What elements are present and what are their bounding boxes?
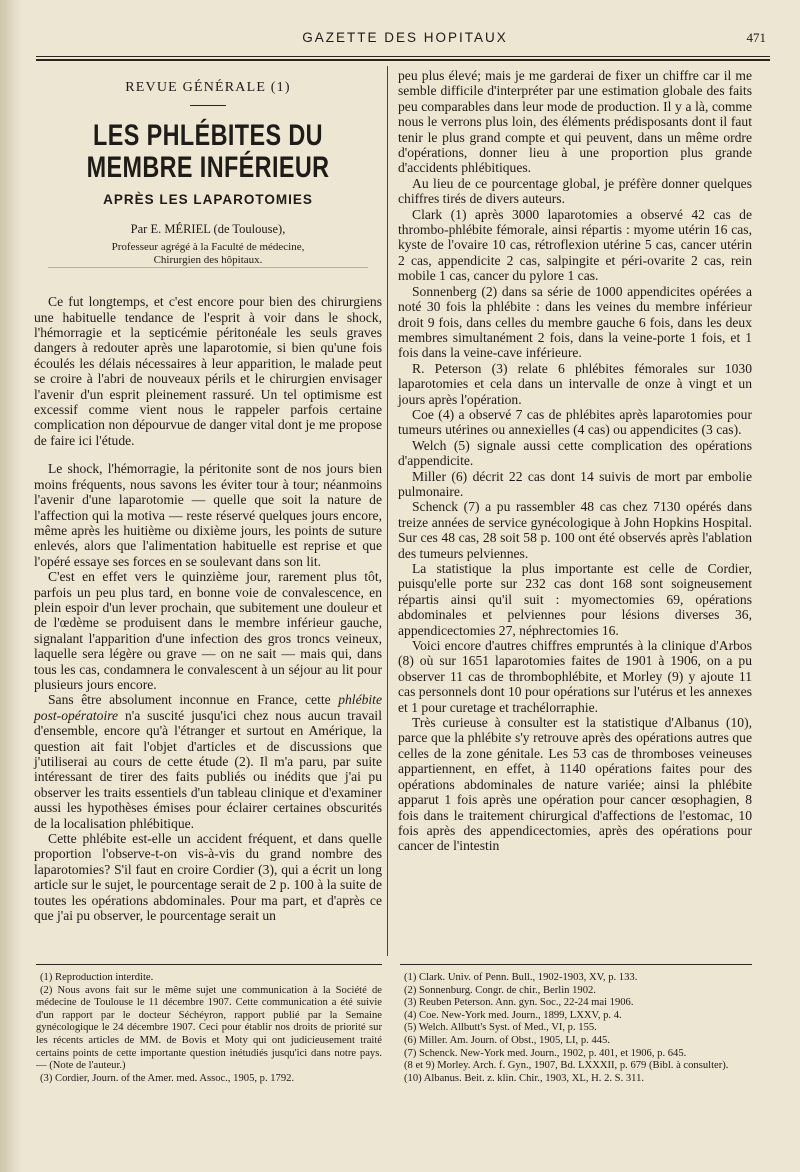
reference: (3) Reuben Peterson. Ann. gyn. Soc., 22-24 mai 1906.: [404, 997, 634, 1009]
text-run: n'a suscité jusqu'ici chez nous aucun travail d'ensemble, encore qu'à l'étranger et surtout en Amérique, la question ait fait l'objet d'articles et de discussions que j'utiliserai au cours de cette étude (2). Il m'a paru, par suite intéressant de tirer des faits publiés ou inédits que j'ai pu observer les traits essentiels d'un tableau clinique et d'examiner aussi les hypothèses émises pour éclairer certaines obscurités de la localisation phlébitique.: [34, 707, 382, 831]
paragraph: Miller (6) décrit 22 cas dont 14 suivis de mort par embolie pulmonaire.: [398, 468, 752, 499]
paragraph: Très curieuse à consulter est la statistique d'Albanus (10), parce que la phlébite s'y retrouve après des opérations autres que celles de la zone génitale. Les 53 cas de thromboses veineuses appartiennent, en effet, à 1140 opérations faites pour des opérations abdominales de nature variée; ainsi la phlébite apparut 1 fois après une opération pour cancer œsophagien, 8 fois dans le traitement chirurgical d'affections de l'estomac, 10 fois après des appendicectomies, après des opérations pour cancer de l'intestin: [398, 715, 752, 854]
author-affiliation: [34, 241, 382, 267]
reference: (1) Clark. Univ. of Penn. Bull., 1902-1903, XV, p. 133.: [404, 972, 638, 983]
affiliation-line-2: Chirurgien des hôpitaux.: [153, 254, 263, 267]
column-divider: [387, 66, 388, 956]
affiliation-line-1: Professeur agrégé à la Faculté de médecine,: [111, 241, 305, 254]
reference: (6) Miller. Am. Journ. of Obst., 1905, LI, p. 445.: [404, 1034, 610, 1046]
footnote: (1) Reproduction interdite.: [40, 972, 154, 983]
footnotes-right: [400, 972, 752, 1085]
reference: (2) Sonnenburg. Congr. de chir., Berlin 1902.: [404, 984, 596, 996]
running-title: GAZETTE DES HOPITAUX: [302, 30, 508, 45]
article-subtitle: APRÈS LES LAPAROTOMIES: [103, 192, 313, 208]
page-header: [40, 26, 770, 52]
paragraph: Coe (4) a observé 7 cas de phlébites après laparotomies pour tumeurs utérines ou annexielles (4 cas) ou appendicites (3 cas).: [398, 406, 752, 438]
italic-term: phlébite post-opératoire: [34, 692, 382, 723]
binding-shadow: [0, 0, 22, 1172]
reference: (8 et 9) Morley. Arch. f. Gyn., 1907, Bd. LXXXII, p. 679 (Bibl. à consulter).: [404, 1060, 729, 1072]
paragraph: Sonnenberg (2) dans sa série de 1000 appendicites opérées a noté 30 fois la phlébite : dans les veines du membre inférieur droit 9 fois, dans celles du membre gauche 6 fois, dans les deux membres simultanément 2 fois, dans la veine-porte 1 fois, et 1 fois dans la veine-cave inférieure.: [398, 283, 752, 361]
text-run: Sans être absolument inconnue en France, cette: [48, 692, 339, 708]
article-title: LES PHLÉBITES DU MEMBRE INFÉRIEUR: [86, 119, 330, 185]
header-rule: [36, 56, 770, 61]
footnote-rule: [36, 964, 382, 965]
reference: (7) Schenck. New-York med. Journ., 1902, p. 401, et 1906, p. 645.: [404, 1047, 687, 1059]
paragraph: Voici encore d'autres chiffres empruntés à la clinique d'Arbos (8) où sur 1651 laparotomies faites de 1901 à 1906, on a pu observer 11 cas de thrombophlébite, et Morley (9) y ajoute 11 cas personnels dont 10 pour opérations sur l'utérus et les annexes et 1 pour curetage et trachélorraphie.: [398, 638, 752, 715]
paragraph: R. Peterson (3) relate 6 phlébites fémorales sur 1030 laparotomies et cela dans un intervalle de onze à vingt et un jours après l'opération.: [398, 360, 752, 407]
page-number: 471: [746, 30, 766, 45]
paragraph: peu plus élevé; mais je me garderai de fixer un chiffre car il me semble difficile d'interpréter par une estimation globale des faits peu comparables dans leur mode de production. Il y a là, comme nous le verrons plus loin, des éléments prédisposants dont il faut tenir le plus grand compte et qui peuvent, dans un même ordre d'opérations, donner lieu à une proportion plus grande d'accidents phlébitiques.: [398, 68, 752, 176]
paragraph: Cette phlébite est-elle un accident fréquent, et dans quelle proportion l'observe-t-on vis-à-vis du grand nombre des laparotomies? S'il faut en croire Cordier (3), qui a écrit un long article sur le sujet, le pourcentage serait de 2 p. 100 à la suite de toutes les opérations abdominales. Pour ma part, et d'après ce que j'ai pu observer, le pourcentage serait un: [34, 831, 382, 924]
reference: (10) Albanus. Beit. z. klin. Chir., 1903, XL, H. 2. S. 311.: [404, 1072, 645, 1084]
paragraph: Le shock, l'hémorragie, la péritonite sont de nos jours bien moins fréquents, nous savons les éviter tour à tour; néanmoins l'avenir d'une laparotomie — quelle que soit la nature de l'affection qui la motiva — reste réservé quelques jours encore, même après les huitième ou dixième jours, les points de suture enlevés, alors que l'alimentation habituelle est reprise et que l'opéré essaye ses forces en se soulevant dans son lit.: [34, 461, 382, 569]
left-column: [34, 68, 382, 923]
title-rule: [190, 105, 226, 106]
reference: (4) Coe. New-York med. Journ., 1899, LXXV, p. 4.: [404, 1009, 622, 1021]
paragraph: Schenck (7) a pu rassembler 48 cas chez 7130 opérés dans treize années de service gynécologique à John Hopkins Hospital. Sur ces 48 cas, 28 soit 58 p. 100 ont été observés après l'ablation des tumeurs pelviennes.: [398, 499, 752, 561]
footnote: (3) Cordier, Journ. of the Amer. med. Assoc., 1905, p. 1792.: [40, 1072, 295, 1084]
paragraph: Ce fut longtemps, et c'est encore pour bien des chirurgiens une habituelle tendance de l'esprit à voir dans le shock, l'hémorragie et la septicémie péritonéale les seuls graves dangers à redouter après une laparotomie, si bien qu'une fois écoulés les délais nécessaires à leur apparition, le malade peut se croire à l'abri de nouveaux périls et le chirurgien envisager l'avenir d'un esprit pleinement rassuré. Un tel optimisme est excessif comme vient nous le rappeler parfois certaine complication non dépourvue de danger vital dont je me propose de faire ici l'étude.: [34, 294, 382, 448]
paragraph: Au lieu de ce pourcentage global, je préfère donner quelques chiffres tirés de divers auteurs.: [398, 175, 752, 207]
paragraph: La statistique la plus importante est celle de Cordier, puisqu'elle porte sur 232 cas dont 168 sont soigneusement répartis ainsi qu'il suit : myomectomies 69, opérations abdominales et pelviennes pour lésions diverses 36, appendicectomies 27, néphrectomies 16.: [398, 561, 752, 638]
footnote-rule: [400, 964, 752, 965]
reference: (5) Welch. Allbutt's Syst. of Med., VI, p. 155.: [404, 1022, 597, 1034]
footnote: (2) Nous avons fait sur le même sujet une communication à la Société de médecine de Toulouse le 11 décembre 1907. Cette communication a été suivie d'un rapport par le docteur Séchéyron, rapport publié par la Semaine gynécologique le 24 décembre 1907. Ceci pour établir nos droits de priorité sur les récents articles de MM. de Bovis et Moty qui ont judicieusement traité certains points de cette importante question inétudiés jusqu'ici dans notre pays. — (Note de l'auteur.): [36, 984, 382, 1072]
footnotes-left: [36, 972, 382, 1085]
paragraph: Clark (1) après 3000 laparotomies a observé 42 cas de thrombo-phlébite fémorale, ainsi répartis : myome utérin 16 cas, kyste de l'ovaire 10 cas, rétroflexion utérine 5 cas, cancer utérin 2 cas, appendicite 2 cas, salpingite et péri-ovarite 2 cas, rein mobile 1 cas, cancer du pylore 1 cas.: [398, 206, 752, 284]
author-line: Par E. MÉRIEL (de Toulouse),: [130, 221, 286, 236]
paragraph: C'est en effet vers le quinzième jour, rarement plus tôt, parfois un peu plus tard, en bonne voie de convalescence, en plein espoir d'un lever prochain, que subitement une douleur et de l'œdème se produisent dans le membre inférieur gauche, signalant l'apparition d'une infection des gros troncs veineux, laquelle sera légère ou grave — on ne sait — mais qui, dans tous les cas, condamnera le convalescent à un séjour au lit pour plusieurs jours encore.: [34, 569, 382, 692]
header-end-rule: [48, 267, 368, 268]
right-column: [398, 68, 752, 854]
paragraph: [34, 692, 382, 831]
section-heading: REVUE GÉNÉRALE (1): [125, 80, 291, 95]
paragraph: Welch (5) signale aussi cette complication des opérations d'appendicite.: [398, 437, 752, 469]
